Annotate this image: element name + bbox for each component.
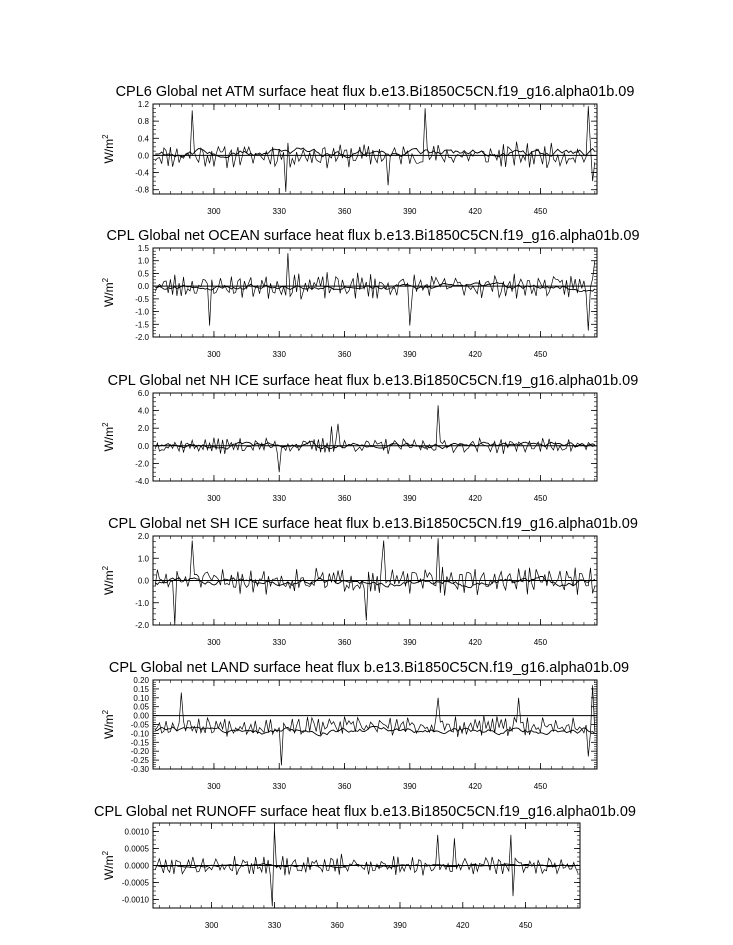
- x-tick-label: 300: [207, 207, 221, 216]
- y-axis-label: [101, 422, 116, 452]
- y-tick-label: 4.0: [137, 406, 149, 416]
- x-tick-label: 450: [533, 494, 548, 503]
- x-tick-label: 360: [337, 350, 352, 359]
- y-tick-label: 0.00: [133, 711, 149, 721]
- y-tick-label: 0.10: [133, 693, 149, 703]
- y-tick-label: 0.0010: [124, 827, 149, 837]
- chart-title: CPL Global net RUNOFF surface heat flux b.e13.Bi1850C5CN.f19_g16.alpha01b.09: [94, 804, 636, 820]
- y-tick-label: 0.0: [137, 282, 149, 292]
- y-tick-label: -1.5: [135, 320, 149, 330]
- y-tick-label: 0.0000: [124, 861, 149, 871]
- x-tick-label: 390: [393, 921, 407, 930]
- y-tick-label: -4.0: [135, 477, 149, 486]
- series-line-monthly: [155, 405, 595, 472]
- y-axis-label-text: W/m: [102, 855, 116, 881]
- y-tick-label: -1.0: [135, 307, 149, 317]
- chart-title: CPL6 Global net ATM surface heat flux b.e13.Bi1850C5CN.f19_g16.alpha01b.09: [115, 84, 635, 100]
- y-axis-label-text: W/m: [102, 138, 116, 164]
- y-axis-label-text: W/m: [102, 426, 116, 452]
- y-tick-label: 6.0: [137, 389, 149, 398]
- x-tick-label: 420: [468, 494, 482, 503]
- x-tick-label: 390: [403, 207, 417, 216]
- x-tick-label: 450: [533, 207, 548, 216]
- y-tick-label: -0.15: [130, 738, 149, 748]
- y-tick-label: -0.20: [130, 747, 149, 757]
- x-tick-label: 450: [533, 350, 548, 359]
- x-tick-label: 300: [204, 921, 219, 930]
- y-axis-label-superscript: 2: [101, 565, 110, 571]
- x-tick-label: 330: [272, 638, 286, 647]
- plot-frame: [153, 248, 597, 337]
- y-tick-label: -2.0: [135, 333, 149, 342]
- chart-panel-3: [101, 373, 638, 503]
- x-tick-label: 330: [272, 207, 286, 216]
- y-tick-label: 1.0: [137, 554, 149, 564]
- y-axis-label-superscript: 2: [101, 709, 110, 715]
- y-tick-label: 2.0: [137, 532, 149, 541]
- x-tick-label: 360: [337, 638, 352, 647]
- x-tick-label: 420: [468, 350, 482, 359]
- x-tick-label: 330: [267, 921, 282, 930]
- series-line-monthly: [155, 828, 578, 906]
- y-tick-label: -0.05: [130, 720, 149, 730]
- y-axis-label-superscript: 2: [101, 134, 110, 139]
- y-tick-label: -0.8: [135, 185, 149, 195]
- y-tick-label: 0.5: [137, 269, 149, 279]
- x-tick-label: 360: [337, 207, 352, 216]
- y-tick-label: 0.20: [133, 676, 149, 685]
- y-tick-label: -2.0: [135, 459, 149, 469]
- x-tick-label: 360: [337, 494, 352, 503]
- y-axis-label-superscript: 2: [101, 277, 110, 283]
- x-tick-label: 390: [403, 638, 417, 647]
- x-tick-label: 420: [468, 782, 482, 791]
- x-tick-label: 300: [207, 494, 221, 503]
- series-line-smoothed: [155, 283, 595, 292]
- x-tick-label: 360: [337, 782, 352, 791]
- y-axis-label: [101, 134, 116, 164]
- chart-panel-6: [94, 804, 636, 930]
- x-tick-label: 300: [207, 782, 221, 791]
- chart-title: CPL Global net LAND surface heat flux b.e13.Bi1850C5CN.f19_g16.alpha01b.09: [108, 660, 630, 676]
- x-tick-label: 390: [403, 782, 417, 791]
- series-line-monthly: [155, 106, 595, 192]
- y-tick-label: 1.2: [137, 100, 149, 109]
- y-tick-label: 0.8: [137, 117, 149, 127]
- y-tick-label: 0.0: [137, 576, 149, 586]
- y-axis-label-text: W/m: [102, 570, 116, 596]
- y-tick-label: 0.05: [133, 702, 149, 712]
- y-axis-label: [101, 850, 116, 880]
- y-axis-label: [101, 709, 116, 739]
- chart-panel-1: [101, 84, 634, 216]
- plot-frame: [153, 393, 597, 481]
- y-tick-label: -2.0: [135, 621, 149, 630]
- y-tick-label: 0.4: [137, 134, 149, 144]
- x-tick-label: 330: [272, 350, 286, 359]
- x-tick-label: 450: [533, 782, 548, 791]
- x-tick-label: 360: [330, 921, 344, 930]
- y-tick-label: 1.0: [137, 256, 149, 266]
- x-tick-label: 390: [403, 350, 417, 359]
- y-axis-label-superscript: 2: [101, 850, 110, 856]
- x-tick-label: 390: [403, 494, 417, 503]
- y-tick-label: -0.30: [130, 765, 149, 774]
- chart-title: CPL Global net NH ICE surface heat flux b.e13.Bi1850C5CN.f19_g16.alpha01b.09: [107, 373, 639, 389]
- chart-panel-4: [101, 516, 638, 647]
- y-tick-label: 1.5: [137, 244, 149, 253]
- y-tick-label: -0.4: [135, 168, 149, 178]
- y-tick-label: 2.0: [137, 424, 149, 434]
- x-tick-label: 330: [272, 494, 286, 503]
- y-tick-label: -1.0: [135, 598, 149, 608]
- y-axis-label-text: W/m: [102, 714, 116, 740]
- x-tick-label: 420: [468, 638, 482, 647]
- x-tick-label: 330: [272, 782, 286, 791]
- y-tick-label: -0.5: [135, 294, 149, 304]
- series-line-monthly: [155, 253, 595, 331]
- chart-panel-2: [101, 228, 640, 359]
- chart-title: CPL Global net OCEAN surface heat flux b.e13.Bi1850C5CN.f19_g16.alpha01b.09: [106, 228, 640, 244]
- x-tick-label: 300: [207, 350, 221, 359]
- x-tick-label: 420: [468, 207, 482, 216]
- x-tick-label: 420: [456, 921, 470, 930]
- y-axis-label-text: W/m: [102, 282, 116, 308]
- y-tick-label: 0.0005: [124, 844, 149, 854]
- y-axis-label-superscript: 2: [101, 422, 110, 427]
- y-tick-label: -0.10: [130, 729, 149, 739]
- chart-panel-5: [101, 660, 629, 791]
- y-tick-label: -0.0005: [121, 878, 149, 888]
- y-axis-label: [101, 565, 116, 595]
- y-tick-label: 0.0: [137, 441, 149, 451]
- y-tick-label: -0.25: [130, 756, 149, 766]
- chart-title: CPL Global net SH ICE surface heat flux b.e13.Bi1850C5CN.f19_g16.alpha01b.09: [108, 516, 638, 532]
- y-tick-label: 0.0: [137, 151, 149, 161]
- x-tick-label: 450: [533, 638, 548, 647]
- y-tick-label: -0.0010: [121, 895, 149, 905]
- x-tick-label: 300: [207, 638, 221, 647]
- y-tick-label: 0.15: [133, 684, 149, 694]
- series-line-monthly: [155, 685, 595, 765]
- y-axis-label: [101, 277, 116, 307]
- x-tick-label: 450: [518, 921, 533, 930]
